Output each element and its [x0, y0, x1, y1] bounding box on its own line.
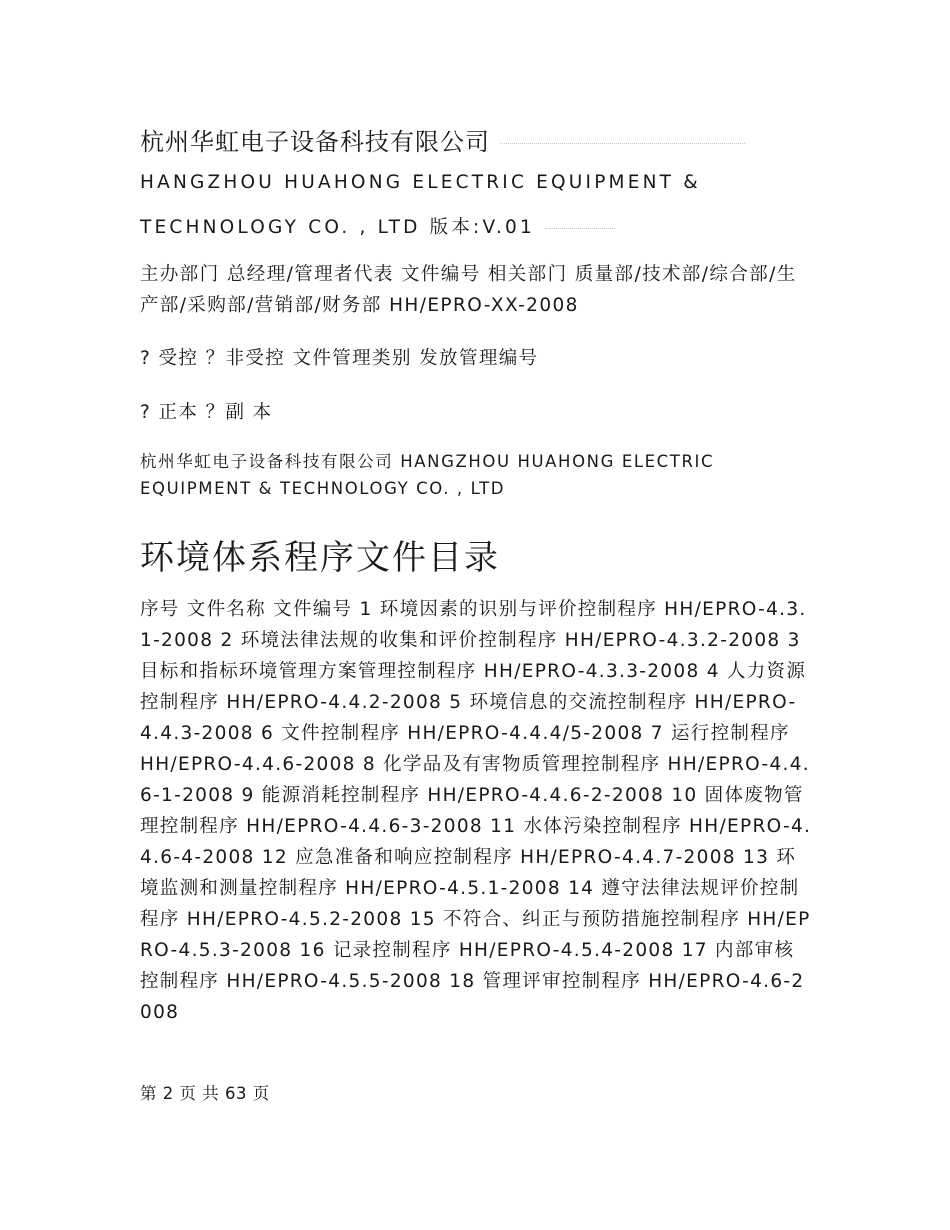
company-line: 杭州华虹电子设备科技有限公司 HANGZHOU HUAHONG ELECTRIC EQUIPMENT & TECHNOLOGY CO. , LTD: [140, 452, 715, 498]
page-title: 环境体系程序文件目录: [140, 538, 500, 578]
dotted-leader: [500, 143, 745, 144]
company-name-cn: 杭州华虹电子设备科技有限公司: [140, 122, 745, 157]
dotted-leader: [545, 228, 615, 229]
company-name-en-line2: TECHNOLOGY CO. , LTD 版本:V.01: [140, 213, 615, 239]
company-name-en-line1: HANGZHOU HUAHONG ELECTRIC EQUIPMENT &: [140, 172, 701, 193]
document-list-text: 序号 文件名称 文件编号 1 环境因素的识别与评价控制程序 HH/EPRO-4.3.1-2008 2 环境法律法规的收集和评价控制程序 HH/EPRO-4.3.2-2008 3 目标和指标环境管理方案管理控制程序 HH/EPRO-4.3.3-2008 4 人力资源控制程序 HH/EPRO-4.4.2-2008 5 环境信息的交流控制程序 HH/EPRO-4.4.3-2008 6 文件控制程序 HH/EPRO-4.4.4/5-2008 7 运行控制程序 HH/EPRO-4.4.6-2008 8 化学品及有害物质管理控制程序 HH/EPRO-4.4.6-1-2008 9 能源消耗控制程序 HH/EPRO-4.4.6-2-2008 10 固体废物管理控制程序 HH/EPRO-4.4.6-3-2008 11 水体污染控制程序 HH/EPRO-4.4.6-4-2008 12 应急准备和响应控制程序 HH/EPRO-4.4.7-2008 13 环境监测和测量控制程序 HH/EPRO-4.5.1-2008 14 遵守法律法规评价控制程序 HH/EPRO-4.5.2-2008 15 不符合、纠正与预防措施控制程序 HH/EPRO-4.5.3-2008 16 记录控制程序 HH/EPRO-4.5.4-2008 17 内部审核控制程序 HH/EPRO-4.5.5-2008 18 管理评审控制程序 HH/EPRO-4.6-2008: [140, 599, 812, 1023]
control-status: ? 受控 ？非受控 文件管理类别 发放管理编号: [140, 348, 539, 369]
departments-info: 主办部门 总经理/管理者代表 文件编号 相关部门 质量部/技术部/综合部/生产部/采购部/营销部/财务部 HH/EPRO-XX-2008: [140, 264, 797, 316]
copy-status: ? 正本 ？副 本: [140, 402, 273, 423]
page-number: 第 2 页 共 63 页: [140, 1084, 270, 1103]
